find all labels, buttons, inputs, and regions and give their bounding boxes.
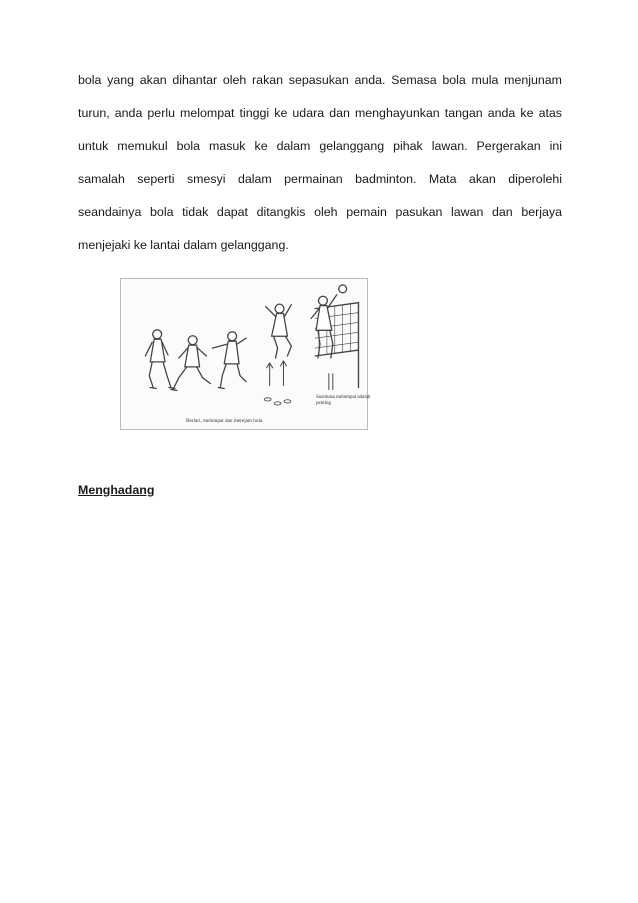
body-paragraph <box>78 64 562 262</box>
player-figure-5 <box>311 285 347 358</box>
footprints <box>264 398 291 405</box>
spike-illustration <box>120 278 368 430</box>
paragraph-line-2: turun, anda perlu melompat tinggi ke udara dan menghayunkan tangan anda ke atas <box>78 106 562 120</box>
figure-note: Susimasa melompat adalah penting <box>316 395 371 406</box>
player-figure-1 <box>145 330 175 389</box>
section-heading: Menghadang <box>78 483 155 497</box>
figure-caption: Berlari, melompat dan merejam bola <box>186 418 263 424</box>
paragraph-line-5: seandainya bola tidak dapat ditangkis oleh pemain pasukan lawan dan berjaya <box>78 205 562 219</box>
player-figure-4 <box>266 304 292 358</box>
player-figure-3 <box>212 332 246 389</box>
paragraph-line-1: bola yang akan dihantar oleh rakan sepasukan anda. Semasa bola mula menjunam <box>78 73 562 87</box>
paragraph-line-6: menjejaki ke lantai dalam gelanggang. <box>78 238 289 252</box>
player-figure-2 <box>171 336 210 391</box>
paragraph-line-3: untuk memukul bola masuk ke dalam gelanggang pihak lawan. Pergerakan ini <box>78 139 562 153</box>
paragraph-line-4: samalah seperti smesyi dalam permainan badminton. Mata akan diperolehi <box>78 172 562 186</box>
jump-arrows <box>267 361 333 390</box>
